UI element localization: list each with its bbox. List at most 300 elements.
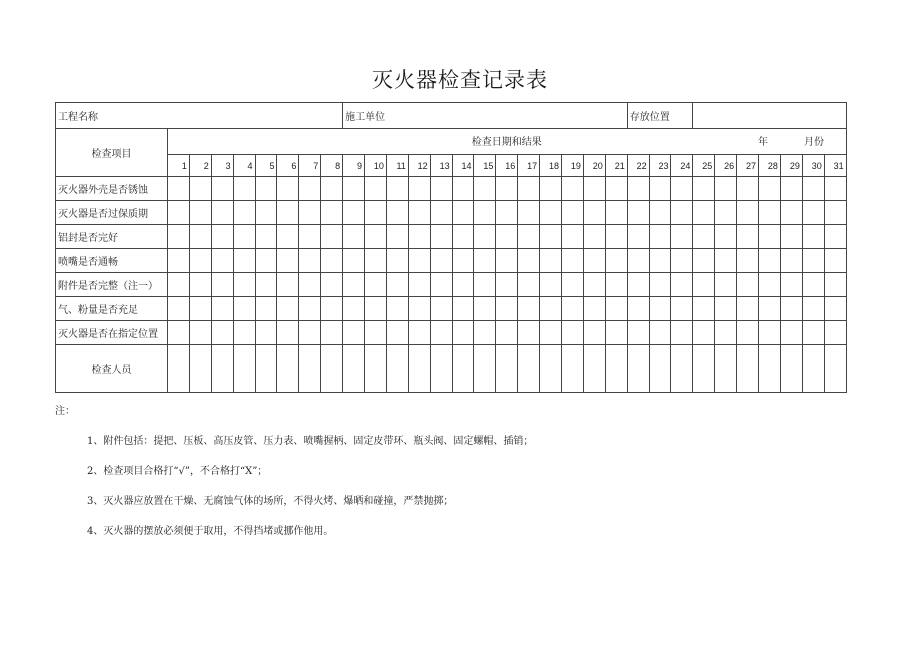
result-cell[interactable] — [583, 249, 605, 273]
result-cell[interactable] — [671, 177, 693, 201]
result-cell[interactable] — [255, 321, 277, 345]
day-number: 14 — [452, 155, 474, 177]
result-cell[interactable] — [496, 225, 518, 249]
result-cell[interactable] — [365, 321, 387, 345]
result-cell[interactable] — [649, 225, 671, 249]
result-cell[interactable] — [452, 201, 474, 225]
result-cell[interactable] — [474, 273, 496, 297]
day-number: 2 — [189, 155, 211, 177]
inspector-cell[interactable] — [211, 345, 233, 393]
result-cell[interactable] — [255, 249, 277, 273]
result-cell[interactable] — [452, 321, 474, 345]
result-cell[interactable] — [233, 201, 255, 225]
result-cell[interactable] — [824, 201, 846, 225]
result-cell[interactable] — [189, 297, 211, 321]
result-cell[interactable] — [343, 297, 365, 321]
result-cell[interactable] — [277, 225, 299, 249]
result-cell[interactable] — [627, 201, 649, 225]
result-cell[interactable] — [408, 201, 430, 225]
inspector-cell[interactable] — [737, 345, 759, 393]
result-cell[interactable] — [343, 273, 365, 297]
day-number: 20 — [583, 155, 605, 177]
month-label: 月份 — [804, 137, 824, 148]
result-cell[interactable] — [168, 273, 190, 297]
result-cell[interactable] — [408, 297, 430, 321]
result-cell[interactable] — [605, 297, 627, 321]
day-number: 25 — [693, 155, 715, 177]
result-cell[interactable] — [386, 225, 408, 249]
result-cell[interactable] — [386, 201, 408, 225]
project-name-label: 工程名称 — [56, 103, 343, 129]
result-cell[interactable] — [627, 273, 649, 297]
result-cell[interactable] — [737, 177, 759, 201]
day-number: 3 — [211, 155, 233, 177]
result-cell[interactable] — [605, 321, 627, 345]
result-cell[interactable] — [386, 321, 408, 345]
result-cell[interactable] — [408, 249, 430, 273]
result-cell[interactable] — [452, 177, 474, 201]
result-cell[interactable] — [299, 321, 321, 345]
result-cell[interactable] — [759, 321, 781, 345]
result-cell[interactable] — [299, 177, 321, 201]
result-cell[interactable] — [737, 201, 759, 225]
result-cell[interactable] — [496, 273, 518, 297]
inspector-cell[interactable] — [408, 345, 430, 393]
result-cell[interactable] — [430, 201, 452, 225]
result-cell[interactable] — [343, 249, 365, 273]
result-cell[interactable] — [452, 249, 474, 273]
result-cell[interactable] — [386, 249, 408, 273]
inspector-cell[interactable] — [189, 345, 211, 393]
result-cell[interactable] — [802, 297, 824, 321]
inspector-cell[interactable] — [386, 345, 408, 393]
result-cell[interactable] — [452, 297, 474, 321]
result-cell[interactable] — [365, 297, 387, 321]
day-number: 23 — [649, 155, 671, 177]
result-cell[interactable] — [583, 177, 605, 201]
result-cell[interactable] — [737, 321, 759, 345]
result-cell[interactable] — [802, 273, 824, 297]
result-cell[interactable] — [715, 321, 737, 345]
result-cell[interactable] — [802, 249, 824, 273]
table-row — [56, 177, 847, 201]
inspector-cell[interactable] — [168, 345, 190, 393]
inspector-cell[interactable] — [583, 345, 605, 393]
day-number: 13 — [430, 155, 452, 177]
result-cell[interactable] — [474, 177, 496, 201]
result-cell[interactable] — [759, 249, 781, 273]
result-cell[interactable] — [365, 177, 387, 201]
result-cell[interactable] — [583, 273, 605, 297]
day-number: 11 — [386, 155, 408, 177]
note-item-2: 2、检查项目合格打“√”，不合格打“X”； — [87, 466, 268, 477]
date-result-label: 检查日期和结果 — [471, 137, 542, 148]
table-row — [56, 273, 847, 297]
item-column-header: 检查项目 — [56, 129, 168, 177]
result-cell[interactable] — [518, 225, 540, 249]
result-cell[interactable] — [299, 225, 321, 249]
inspector-cell[interactable] — [496, 345, 518, 393]
result-cell[interactable] — [255, 225, 277, 249]
result-cell[interactable] — [759, 177, 781, 201]
result-cell[interactable] — [321, 201, 343, 225]
result-cell[interactable] — [540, 321, 562, 345]
result-cell[interactable] — [583, 297, 605, 321]
result-cell[interactable] — [518, 201, 540, 225]
result-cell[interactable] — [321, 177, 343, 201]
check-item-label: 喷嘴是否通畅 — [56, 249, 168, 273]
result-cell[interactable] — [540, 177, 562, 201]
result-cell[interactable] — [430, 273, 452, 297]
result-cell[interactable] — [496, 177, 518, 201]
day-number: 16 — [496, 155, 518, 177]
result-cell[interactable] — [649, 321, 671, 345]
result-cell[interactable] — [583, 225, 605, 249]
day-number: 18 — [540, 155, 562, 177]
result-cell[interactable] — [518, 321, 540, 345]
result-cell[interactable] — [474, 225, 496, 249]
result-cell[interactable] — [211, 249, 233, 273]
result-cell[interactable] — [168, 297, 190, 321]
day-number: 27 — [737, 155, 759, 177]
result-cell[interactable] — [474, 249, 496, 273]
result-cell[interactable] — [824, 273, 846, 297]
date-result-header — [168, 129, 847, 155]
result-cell[interactable] — [386, 177, 408, 201]
note-item-3: 3、灭火器应放置在干燥、无腐蚀气体的场所，不得火烤、爆晒和碰撞，严禁抛掷； — [87, 496, 454, 507]
result-cell[interactable] — [321, 321, 343, 345]
result-cell[interactable] — [759, 273, 781, 297]
result-cell[interactable] — [211, 297, 233, 321]
storage-location-value[interactable] — [693, 103, 846, 129]
result-cell[interactable] — [693, 201, 715, 225]
result-cell[interactable] — [737, 297, 759, 321]
result-cell[interactable] — [780, 273, 802, 297]
result-cell[interactable] — [386, 297, 408, 321]
result-cell[interactable] — [802, 225, 824, 249]
note-item-4: 4、灭火器的摆放必须便于取用，不得挡堵或挪作他用。 — [87, 526, 334, 537]
inspector-cell[interactable] — [671, 345, 693, 393]
result-cell[interactable] — [802, 177, 824, 201]
result-cell[interactable] — [386, 273, 408, 297]
result-cell[interactable] — [430, 297, 452, 321]
result-cell[interactable] — [233, 297, 255, 321]
inspection-table — [55, 102, 847, 393]
result-cell[interactable] — [715, 273, 737, 297]
result-cell[interactable] — [693, 321, 715, 345]
result-cell[interactable] — [343, 225, 365, 249]
inspector-cell[interactable] — [321, 345, 343, 393]
result-cell[interactable] — [408, 321, 430, 345]
table-row — [56, 297, 847, 321]
result-cell[interactable] — [255, 297, 277, 321]
result-cell[interactable] — [715, 225, 737, 249]
inspector-cell[interactable] — [715, 345, 737, 393]
result-cell[interactable] — [605, 273, 627, 297]
result-cell[interactable] — [605, 201, 627, 225]
day-number: 9 — [343, 155, 365, 177]
result-cell[interactable] — [737, 225, 759, 249]
day-number: 19 — [562, 155, 584, 177]
result-cell[interactable] — [321, 297, 343, 321]
result-cell[interactable] — [365, 273, 387, 297]
result-cell[interactable] — [277, 249, 299, 273]
result-cell[interactable] — [627, 177, 649, 201]
result-cell[interactable] — [365, 201, 387, 225]
result-cell[interactable] — [496, 249, 518, 273]
result-cell[interactable] — [255, 201, 277, 225]
inspector-cell[interactable] — [518, 345, 540, 393]
result-cell[interactable] — [452, 225, 474, 249]
result-cell[interactable] — [408, 177, 430, 201]
result-cell[interactable] — [802, 321, 824, 345]
day-number: 8 — [321, 155, 343, 177]
result-cell[interactable] — [737, 273, 759, 297]
result-cell[interactable] — [780, 177, 802, 201]
result-cell[interactable] — [671, 273, 693, 297]
result-cell[interactable] — [299, 249, 321, 273]
inspector-cell[interactable] — [430, 345, 452, 393]
result-cell[interactable] — [430, 177, 452, 201]
result-cell[interactable] — [605, 225, 627, 249]
result-cell[interactable] — [540, 273, 562, 297]
result-cell[interactable] — [562, 249, 584, 273]
result-cell[interactable] — [299, 297, 321, 321]
check-item-label: 气、粉量是否充足 — [56, 297, 168, 321]
result-cell[interactable] — [562, 297, 584, 321]
result-cell[interactable] — [562, 321, 584, 345]
result-cell[interactable] — [671, 225, 693, 249]
result-cell[interactable] — [737, 249, 759, 273]
day-number: 15 — [474, 155, 496, 177]
result-cell[interactable] — [277, 273, 299, 297]
result-cell[interactable] — [365, 225, 387, 249]
inspector-cell[interactable] — [299, 345, 321, 393]
note-item-1: 1、附件包括：提把、压板、高压皮管、压力表、喷嘴握柄、固定皮带环、瓶头阀、固定螺帽、插销； — [87, 436, 534, 447]
result-cell[interactable] — [211, 225, 233, 249]
result-cell[interactable] — [343, 321, 365, 345]
result-cell[interactable] — [583, 201, 605, 225]
result-cell[interactable] — [802, 201, 824, 225]
day-number: 29 — [780, 155, 802, 177]
result-cell[interactable] — [540, 201, 562, 225]
inspector-cell[interactable] — [255, 345, 277, 393]
result-cell[interactable] — [824, 297, 846, 321]
result-cell[interactable] — [518, 177, 540, 201]
result-cell[interactable] — [496, 297, 518, 321]
result-cell[interactable] — [824, 321, 846, 345]
table-row — [56, 225, 847, 249]
result-cell[interactable] — [189, 249, 211, 273]
notes-heading: 注： — [55, 406, 75, 417]
result-cell[interactable] — [233, 249, 255, 273]
result-cell[interactable] — [759, 297, 781, 321]
result-cell[interactable] — [671, 249, 693, 273]
result-cell[interactable] — [671, 321, 693, 345]
result-cell[interactable] — [627, 225, 649, 249]
result-cell[interactable] — [605, 249, 627, 273]
result-cell[interactable] — [343, 201, 365, 225]
inspector-cell[interactable] — [233, 345, 255, 393]
result-cell[interactable] — [211, 201, 233, 225]
result-cell[interactable] — [277, 297, 299, 321]
day-number: 6 — [277, 155, 299, 177]
result-cell[interactable] — [408, 273, 430, 297]
result-cell[interactable] — [518, 273, 540, 297]
day-number: 5 — [255, 155, 277, 177]
day-number-row — [56, 155, 847, 177]
check-item-label: 铝封是否完好 — [56, 225, 168, 249]
result-cell[interactable] — [649, 273, 671, 297]
inspector-cell[interactable] — [824, 345, 846, 393]
day-number: 1 — [168, 155, 190, 177]
result-cell[interactable] — [255, 177, 277, 201]
inspector-cell[interactable] — [474, 345, 496, 393]
result-cell[interactable] — [277, 177, 299, 201]
inspector-cell[interactable] — [649, 345, 671, 393]
result-cell[interactable] — [518, 297, 540, 321]
day-number: 24 — [671, 155, 693, 177]
result-cell[interactable] — [365, 249, 387, 273]
result-cell[interactable] — [233, 225, 255, 249]
inspector-label: 检查人员 — [56, 345, 168, 393]
result-cell[interactable] — [605, 177, 627, 201]
result-cell[interactable] — [780, 297, 802, 321]
result-cell[interactable] — [189, 225, 211, 249]
result-cell[interactable] — [824, 225, 846, 249]
result-cell[interactable] — [189, 321, 211, 345]
result-cell[interactable] — [649, 297, 671, 321]
result-cell[interactable] — [408, 225, 430, 249]
result-cell[interactable] — [715, 249, 737, 273]
result-cell[interactable] — [715, 201, 737, 225]
result-cell[interactable] — [693, 297, 715, 321]
result-cell[interactable] — [583, 321, 605, 345]
result-cell[interactable] — [496, 321, 518, 345]
result-cell[interactable] — [540, 297, 562, 321]
result-cell[interactable] — [321, 249, 343, 273]
result-cell[interactable] — [211, 177, 233, 201]
result-cell[interactable] — [540, 249, 562, 273]
result-cell[interactable] — [452, 273, 474, 297]
result-cell[interactable] — [649, 177, 671, 201]
inspector-cell[interactable] — [452, 345, 474, 393]
result-cell[interactable] — [233, 177, 255, 201]
result-cell[interactable] — [189, 177, 211, 201]
table-row — [56, 249, 847, 273]
inspector-cell[interactable] — [693, 345, 715, 393]
inspector-cell[interactable] — [365, 345, 387, 393]
inspector-cell[interactable] — [343, 345, 365, 393]
result-cell[interactable] — [759, 201, 781, 225]
result-cell[interactable] — [780, 225, 802, 249]
result-cell[interactable] — [299, 273, 321, 297]
result-cell[interactable] — [168, 225, 190, 249]
result-cell[interactable] — [343, 177, 365, 201]
result-cell[interactable] — [474, 201, 496, 225]
result-cell[interactable] — [540, 225, 562, 249]
result-cell[interactable] — [780, 321, 802, 345]
result-cell[interactable] — [233, 273, 255, 297]
result-cell[interactable] — [168, 249, 190, 273]
result-cell[interactable] — [627, 297, 649, 321]
result-cell[interactable] — [430, 249, 452, 273]
result-cell[interactable] — [518, 249, 540, 273]
result-cell[interactable] — [780, 249, 802, 273]
result-cell[interactable] — [168, 177, 190, 201]
day-number: 7 — [299, 155, 321, 177]
result-cell[interactable] — [474, 321, 496, 345]
result-cell[interactable] — [562, 177, 584, 201]
notes — [55, 402, 533, 552]
result-cell[interactable] — [233, 321, 255, 345]
result-cell[interactable] — [168, 321, 190, 345]
result-cell[interactable] — [671, 201, 693, 225]
year-label: 年 — [758, 137, 768, 148]
inspector-cell[interactable] — [277, 345, 299, 393]
result-cell[interactable] — [299, 201, 321, 225]
storage-location-label: 存放位置 — [627, 103, 693, 129]
result-cell[interactable] — [715, 297, 737, 321]
result-cell[interactable] — [321, 225, 343, 249]
day-number: 28 — [759, 155, 781, 177]
inspector-cell[interactable] — [605, 345, 627, 393]
result-cell[interactable] — [321, 273, 343, 297]
result-cell[interactable] — [780, 201, 802, 225]
inspector-cell[interactable] — [627, 345, 649, 393]
day-number: 21 — [605, 155, 627, 177]
result-cell[interactable] — [189, 201, 211, 225]
inspector-cell[interactable] — [802, 345, 824, 393]
result-cell[interactable] — [277, 201, 299, 225]
result-cell[interactable] — [824, 177, 846, 201]
result-cell[interactable] — [211, 273, 233, 297]
result-cell[interactable] — [430, 321, 452, 345]
inspector-cell[interactable] — [562, 345, 584, 393]
result-cell[interactable] — [168, 201, 190, 225]
inspector-cell[interactable] — [780, 345, 802, 393]
day-number: 10 — [365, 155, 387, 177]
result-cell[interactable] — [277, 321, 299, 345]
result-cell[interactable] — [562, 201, 584, 225]
check-item-label: 灭火器是否在指定位置 — [56, 321, 168, 345]
result-cell[interactable] — [627, 249, 649, 273]
result-cell[interactable] — [562, 225, 584, 249]
day-number: 17 — [518, 155, 540, 177]
result-cell[interactable] — [693, 177, 715, 201]
result-cell[interactable] — [189, 273, 211, 297]
inspector-cell[interactable] — [540, 345, 562, 393]
result-cell[interactable] — [562, 273, 584, 297]
result-cell[interactable] — [759, 225, 781, 249]
result-cell[interactable] — [430, 225, 452, 249]
result-cell[interactable] — [693, 273, 715, 297]
result-cell[interactable] — [211, 321, 233, 345]
result-cell[interactable] — [824, 249, 846, 273]
result-cell[interactable] — [255, 273, 277, 297]
result-cell[interactable] — [627, 321, 649, 345]
result-cell[interactable] — [693, 249, 715, 273]
result-cell[interactable] — [474, 297, 496, 321]
result-cell[interactable] — [496, 201, 518, 225]
result-cell[interactable] — [693, 225, 715, 249]
result-cell[interactable] — [649, 201, 671, 225]
result-cell[interactable] — [671, 297, 693, 321]
page-title: 灭火器检查记录表 — [372, 68, 548, 92]
result-cell[interactable] — [715, 177, 737, 201]
inspector-cell[interactable] — [759, 345, 781, 393]
result-cell[interactable] — [649, 249, 671, 273]
